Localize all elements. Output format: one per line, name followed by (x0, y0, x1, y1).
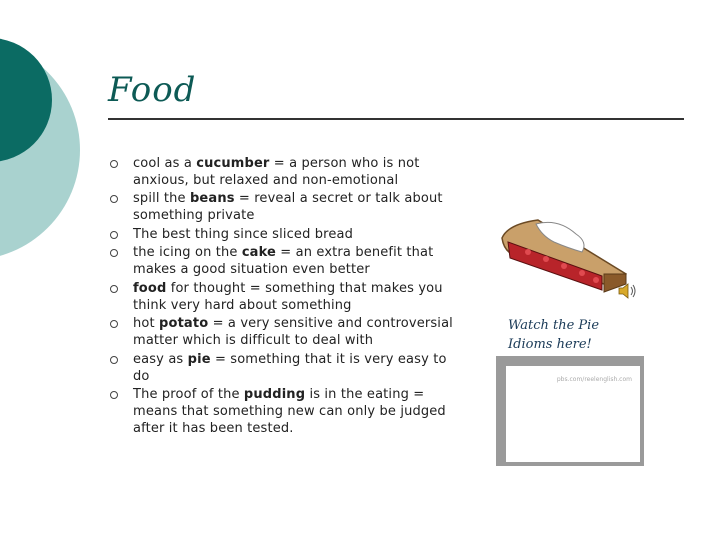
idiom-keyword: cake (241, 245, 277, 260)
title-divider (108, 118, 684, 120)
idiom-keyword: food (133, 280, 167, 296)
video-url: pbs.com/reelenglish.com (556, 376, 632, 383)
idiom-keyword: pudding (243, 387, 306, 402)
embedded-video[interactable] (496, 356, 644, 466)
list-item: the icing on the cake = an extra benefit that makes a good situation even better (108, 244, 458, 278)
idiom-keyword: potato (159, 316, 209, 331)
list-item: spill the beans = reveal a secret or talk about something private (108, 190, 458, 224)
bullet-icon (110, 249, 118, 257)
bullet-icon (110, 231, 118, 239)
idiom-list (108, 153, 458, 437)
slide-title: Food (108, 70, 197, 110)
sound-icon[interactable] (616, 280, 638, 302)
idiom-keyword: pie (187, 351, 211, 367)
video-caption-link[interactable]: Watch the Pie Idioms here! (508, 318, 600, 352)
decorative-circles (0, 0, 80, 290)
bullet-icon (110, 356, 118, 364)
bullet-icon (110, 320, 118, 328)
list-item: easy as pie = something that it is very easy to do (108, 351, 458, 385)
list-item: food for thought = something that makes you think very hard about something (108, 280, 458, 314)
video-screen[interactable] (506, 366, 640, 462)
list-item: hot potato = a very sensitive and controversial matter which is difficult to deal with (108, 315, 458, 349)
bullet-icon (110, 391, 118, 399)
list-item: cool as a cucumber = a person who is not anxious, but relaxed and non-emotional (108, 155, 458, 189)
bullet-icon (110, 285, 118, 293)
idiom-keyword: cucumber (196, 155, 270, 171)
list-item: The best thing since sliced bread (108, 226, 458, 243)
idiom-keyword: beans (189, 191, 235, 206)
bullet-icon (110, 160, 118, 168)
list-item: The proof of the pudding is in the eating = means that something new can only be judged after it has been tested. (108, 386, 458, 437)
bullet-icon (110, 195, 118, 203)
